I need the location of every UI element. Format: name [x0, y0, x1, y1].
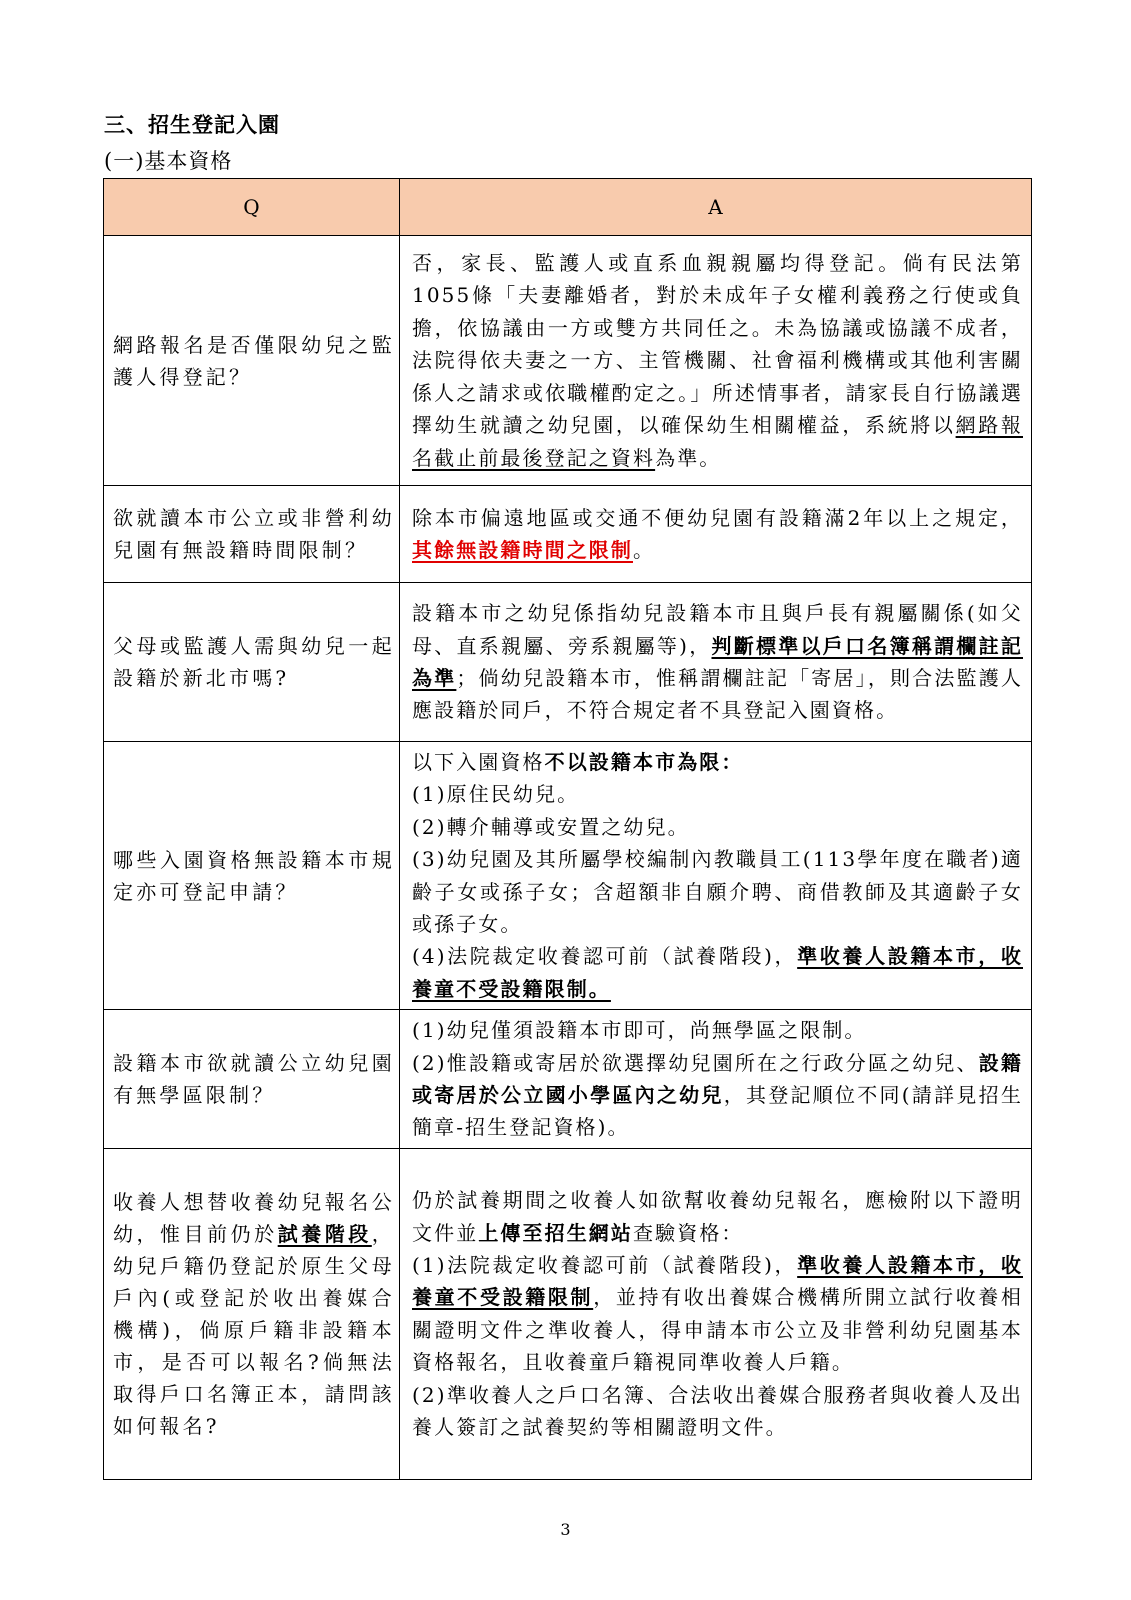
table-row [104, 1010, 1032, 1149]
page-number: 3 [560, 1520, 571, 1539]
answer-bold-underlined: 判斷標準以戶口名簿稱謂欄註記為準 [412, 633, 1023, 690]
answer-text: ；倘幼兒設籍本市，惟稱謂欄註記「寄居」，則合法監護人應設籍於同戶，不符合規定者不具登記入園資格。 [412, 666, 1023, 723]
answer-cell [400, 236, 1032, 486]
answer-text: ，並持有收出養媒合機構所開立試行收養相關證明文件之準收養人，得申請本市公立及非營利幼兒園基本資格報名，且收養童戶籍視同準收養人戶籍。 [412, 1285, 1023, 1375]
answer-item: (1)原住民幼兒。 [412, 782, 580, 807]
answer-item: (2)轉介輔導或安置之幼兒。 [412, 814, 690, 839]
table-row [104, 236, 1032, 486]
header-a: A [400, 179, 1032, 236]
question-cell: 設籍本市欲就讀公立幼兒園有無學區限制？ [104, 1010, 400, 1149]
answer-cell [400, 1148, 1032, 1479]
sub-title: (一)基本資格 [104, 149, 233, 173]
question-bold-underlined: 試養階段 [277, 1221, 372, 1246]
answer-line [412, 1184, 1023, 1249]
header-q: Q [104, 179, 400, 236]
answer-highlight: 其餘無設籍時間之限制 [412, 538, 633, 562]
answer-line [412, 1047, 1023, 1144]
question-cell: 欲就讀本市公立或非營利幼兒園有無設籍時間限制？ [104, 486, 400, 583]
answer-underlined: 網路報名截止前最後登記之資料 [412, 413, 1023, 470]
question-cell [104, 1148, 400, 1479]
question-text: ，幼兒戶籍仍登記於原生父母戶內(或登記於收出養媒合機構)，倘原戶籍非設籍本市，是否可以報名?倘無法取得戶口名簿正本，請問該如何報名? [113, 1221, 395, 1438]
answer-text: 除本市偏遠地區或交通不便幼兒園有設籍滿2年以上之規定， [412, 505, 1023, 530]
answer-bold: 不以設籍本市為限： [544, 750, 744, 774]
answer-cell [400, 486, 1032, 583]
answer-text: 仍於試養期間之收養人如欲幫收養幼兒報名，應檢附以下證明文件並 [412, 1188, 1023, 1245]
section-title: 三、招生登記入園 [104, 112, 280, 137]
answer-text: (1)法院裁定收養認可前（試養階段)， [412, 1253, 798, 1278]
answer-item: (3)幼兒園及其所屬學校編制內教職員工(113學年度在職者)適齡子女或孫子女；含超額非自願介聘、商借教師及其適齡子女或孫子女。 [412, 847, 1023, 937]
answer-text: 查驗資格： [633, 1220, 744, 1245]
answer-text: (2)惟設籍或寄居於欲選擇幼兒園所在之行政分區之幼兒、 [412, 1050, 979, 1075]
answer-text: 設籍本市之幼兒係指幼兒設籍本市且與戶長有親屬關係(如父母、直系親屬、旁系親屬等)， [412, 601, 1023, 658]
answer-bold-underlined: 準收養人設籍本市，收養童不受設籍限制 [412, 1253, 1023, 1310]
question-cell: 網路報名是否僅限幼兒之監護人得登記？ [104, 236, 400, 486]
answer-text: 。 [633, 538, 656, 562]
answer-line [412, 746, 1023, 778]
table-row [104, 583, 1032, 742]
table-row [104, 1148, 1032, 1479]
qa-table [103, 178, 1032, 1480]
question-cell: 哪些入園資格無設籍本市規定亦可登記申請？ [104, 742, 400, 1010]
answer-text: ，其登記順位不同(請詳見招生簡章-招生登記資格)。 [412, 1083, 1024, 1140]
answer-item: (2)準收養人之戶口名簿、合法收出養媒合服務者與收養人及出養人簽訂之試養契約等相關證明文件。 [412, 1382, 1023, 1440]
answer-cell [400, 583, 1032, 742]
answer-text: (4)法院裁定收養認可前（試養階段)， [412, 944, 798, 969]
answer-text: 否，家長、監護人或直系血親親屬均得登記。倘有民法第1055條「夫妻離婚者，對於未成年子女權利義務之行使或負擔，依協議由一方或雙方共同任之。未為協議或協議不成者，法院得依夫妻之一方、主管機關、社會福利機構或其他利害關係人之請求或依職權酌定之。」所述情事者，請家長自行協議選擇幼生就讀之幼兒園，以確保幼生相關權益，系統將以 [412, 251, 1023, 438]
question-text: 收養人想替收養幼兒報名公幼，惟目前仍於 [113, 1189, 395, 1246]
answer-line [412, 1249, 1023, 1379]
table-row [104, 486, 1032, 583]
table-row [104, 742, 1032, 1010]
question-cell: 父母或監護人需與幼兒一起設籍於新北市嗎? [104, 583, 400, 742]
answer-cell [400, 742, 1032, 1010]
answer-line [412, 940, 1023, 1005]
table-header-row [104, 179, 1032, 236]
answer-text: 為準。 [655, 445, 722, 470]
answer-bold: 上傳至招生網站 [478, 1220, 634, 1245]
answer-bold-underlined: 準收養人設籍本市，收養童不受設籍限制。 [412, 944, 1023, 1001]
answer-text: 以下入園資格 [412, 750, 545, 774]
answer-item: (1)幼兒僅須設籍本市即可，尚無學區之限制。 [412, 1018, 867, 1043]
answer-cell [400, 1010, 1032, 1149]
answer-bold: 設籍或寄居於公立國小學區內之幼兒 [412, 1050, 1024, 1108]
